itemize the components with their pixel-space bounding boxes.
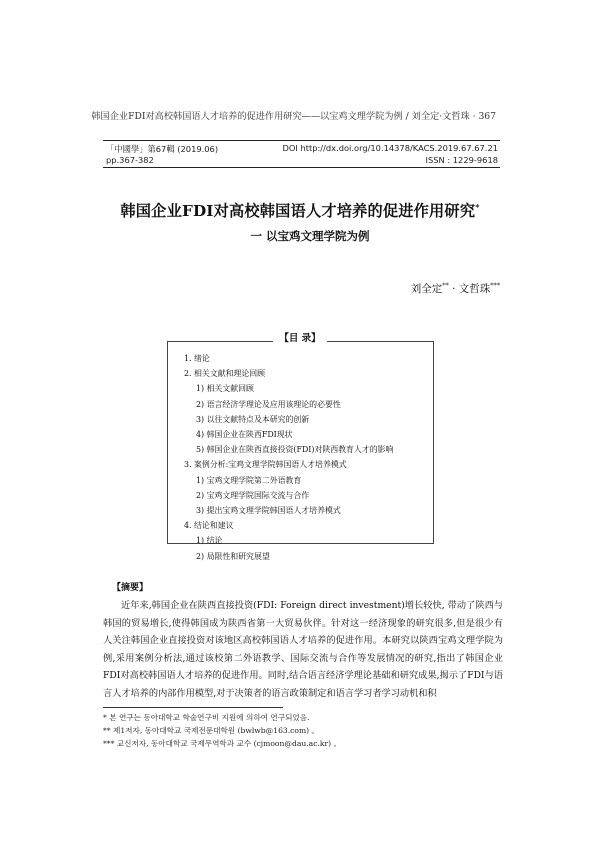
footnote: * 본 연구는 동아대학교 학술연구비 지원에 의하여 연구되었음. — [103, 713, 310, 722]
page-range: pp.367-382 — [106, 155, 154, 165]
toc-heading-text: 【目 录】 — [273, 333, 326, 344]
title-footnote-mark: * — [475, 201, 480, 212]
toc-item: 4) 韩国企业在陕西FDI现状 — [196, 430, 293, 440]
toc-heading — [0, 330, 600, 344]
toc-list — [184, 351, 393, 564]
toc-item: 5) 韩国企业在陕西直接投资(FDI)对陕西教育人才的影响 — [196, 445, 394, 455]
footnote-rule — [103, 707, 283, 708]
author-1-mark: ** — [442, 281, 449, 290]
author-2: 文哲珠 — [458, 283, 491, 295]
toc-item: 2) 局限性和研究展望 — [196, 551, 270, 561]
toc-item: 3) 提出宝鸡文理学院韩国语人才培养模式 — [196, 506, 341, 516]
running-head: 韩国企业FDI对高校韩国语人才培养的促进作用研究——以宝鸡文理学院为例 / 刘全定·文哲珠 · 367 — [91, 111, 496, 122]
author-1: 刘全定 — [410, 283, 443, 295]
authors — [411, 281, 500, 296]
author-separator: · — [448, 283, 459, 295]
toc-item: 3. 案例分析:宝鸡文理学院韩国语人才培养模式 — [184, 460, 347, 470]
toc-item: 3) 以往文献特点及本研究的创新 — [196, 414, 310, 424]
paper-subtitle: 一 以宝鸡文理学院为例 — [250, 229, 370, 243]
header-top-rule — [103, 140, 500, 141]
toc-item: 2) 语言经济学理论及应用该理论的必要性 — [196, 399, 341, 409]
header-bottom-rule — [103, 167, 500, 168]
toc-item: 2. 相关文献和理论回顾 — [184, 369, 266, 379]
toc-item: 2) 宝鸡文理学院国际交流与合作 — [196, 490, 310, 500]
author-2-mark: *** — [490, 281, 500, 290]
footnotes — [103, 711, 341, 750]
paper-title-text: 韩国企业FDI对高校韩国语人才培养的促进作用研究 — [120, 202, 476, 220]
abstract-text: 近年来,韩国企业在陕西直接投资(FDI: Foreign direct investment)增长较快, 带动了陕西与韩国的贸易增长,使得韩国成为陕西省第一大贸易伙伴。针对这一经济现象的研究很多,但是很少有人关注韩国企业直接投资对该地区高校韩国语人才培养的促进作用。本研究以陕西宝鸡文理学院为例,采用案例分析法,通过该校第二外语教学、国际交流与合作等发展情况的研究,指出了韩国企业FDI对高校韩国语人才培养的促进作用。同时,结合语言经济学理论基础和研究成果,揭示了FDI与语言人才培养的内部作用模型,对于决策者的语言政策制定和语言学习者学习动机和积 — [103, 600, 503, 699]
paper-title — [0, 200, 600, 221]
abstract-heading: 【摘要】 — [112, 583, 149, 593]
toc-item: 4. 结论和建议 — [184, 521, 234, 531]
journal-name-issue: 「中國學」第67輯 (2019.06) — [106, 144, 219, 154]
toc-item: 1. 绪论 — [184, 354, 210, 363]
toc-item: 1) 宝鸡文理学院第二外语教育 — [196, 475, 302, 485]
doi: DOI http://dx.doi.org/10.14378/KACS.2019.67.67.21 — [282, 143, 498, 153]
footnote: *** 교신저자, 동아대학교 국제무역학과 교수 (cjmoon@dau.ac.kr) 。 — [103, 739, 342, 748]
footnote: ** 제1저자, 동아대학교 국제전문대학원 (bwlwb@163.com) 。 — [103, 726, 320, 735]
issn: ISSN : 1229-9618 — [425, 155, 498, 165]
toc-item: 1) 结论 — [196, 536, 223, 546]
toc-item: 1) 相关文献回顾 — [196, 384, 254, 394]
